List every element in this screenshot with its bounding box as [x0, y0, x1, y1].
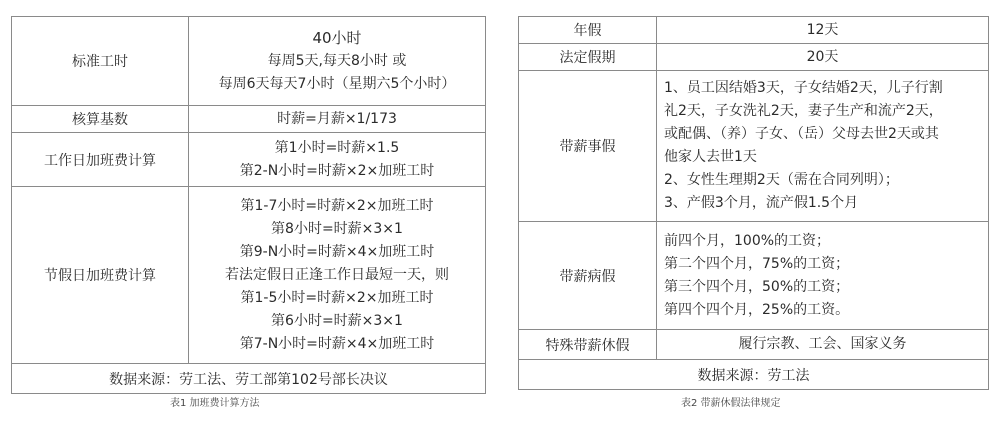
table-caption: 表1 加班费计算方法 — [170, 398, 260, 409]
row-label: 法定假期 — [519, 44, 657, 71]
content-line: 20天 — [806, 48, 839, 65]
table-row — [12, 106, 486, 133]
row-label: 节假日加班费计算 — [12, 187, 189, 364]
content-line: 第三个四个月，50%的工资； — [664, 278, 850, 295]
table-caption: 表2 带薪休假法律规定 — [681, 398, 781, 409]
table-row — [519, 222, 989, 330]
content-line: 若法定假日正逢工作日最短一天，则 — [225, 266, 449, 283]
content-line: 第1-5小时=时薪×2×加班工时 — [240, 289, 434, 306]
table-row — [519, 330, 989, 360]
table-row — [12, 364, 486, 394]
row-content — [189, 106, 486, 133]
row-label: 工作日加班费计算 — [12, 133, 189, 187]
content-line: 或配偶、（养）子女、（岳）父母去世2天或其 — [664, 126, 939, 142]
content-line: 第6小时=时薪×3×1 — [271, 312, 403, 329]
row-content — [189, 17, 486, 106]
row-content — [657, 222, 989, 330]
content-line: 12天 — [806, 21, 839, 38]
source-note: 数据来源：劳工法、劳工部第102号部长决议 — [12, 364, 486, 394]
table-row — [12, 133, 486, 187]
content-line: 第四个四个月，25%的工资。 — [664, 301, 850, 318]
content-line: 每周5天,每天8小时 或 — [267, 52, 407, 69]
row-content — [657, 330, 989, 360]
content-line: 2、女性生理期2天（需在合同列明）； — [664, 172, 899, 188]
row-content — [657, 17, 989, 44]
content-line: 每周6天每天7小时（星期六5个小时） — [218, 75, 456, 92]
table-row — [519, 71, 989, 222]
content-line: 礼2天，子女洗礼2天，妻子生产和流产2天， — [664, 103, 943, 119]
row-label: 带薪事假 — [519, 71, 657, 222]
content-line: 他家人去世1天 — [664, 149, 757, 165]
content-line: 第9-N小时=时薪×4×加班工时 — [239, 243, 435, 260]
row-content — [657, 44, 989, 71]
content-line: 第1小时=时薪×1.5 — [274, 139, 400, 156]
content-line: 第8小时=时薪×3×1 — [271, 220, 403, 237]
table-row — [12, 17, 486, 106]
overtime-pay-table — [11, 16, 486, 394]
content-line: 前四个月，100%的工资； — [664, 232, 831, 249]
content-line: 第二个四个月，75%的工资； — [664, 255, 850, 272]
content-line: 第7-N小时=时薪×4×加班工时 — [239, 335, 435, 352]
table-row — [12, 187, 486, 364]
table-row — [519, 360, 989, 390]
table-row — [519, 17, 989, 44]
content-line: 40小时 — [312, 28, 362, 47]
content-line: 时薪=月薪×1/173 — [277, 110, 397, 127]
row-label: 标准工时 — [12, 17, 189, 106]
row-label: 年假 — [519, 17, 657, 44]
row-label: 核算基数 — [12, 106, 189, 133]
row-content — [657, 71, 989, 222]
source-note: 数据来源：劳工法 — [519, 360, 989, 390]
content-line: 3、产假3个月，流产假1.5个月 — [664, 195, 859, 211]
content-line: 1、员工因结婚3天，子女结婚2天，儿子行割 — [664, 80, 943, 96]
row-content — [189, 133, 486, 187]
row-content — [189, 187, 486, 364]
content-line: 第2-N小时=时薪×2×加班工时 — [239, 162, 435, 179]
row-label: 特殊带薪休假 — [519, 330, 657, 360]
table-row — [519, 44, 989, 71]
row-label: 带薪病假 — [519, 222, 657, 330]
content-line: 履行宗教、工会、国家义务 — [738, 336, 907, 352]
paid-leave-table — [518, 16, 989, 390]
content-line: 第1-7小时=时薪×2×加班工时 — [240, 197, 434, 214]
